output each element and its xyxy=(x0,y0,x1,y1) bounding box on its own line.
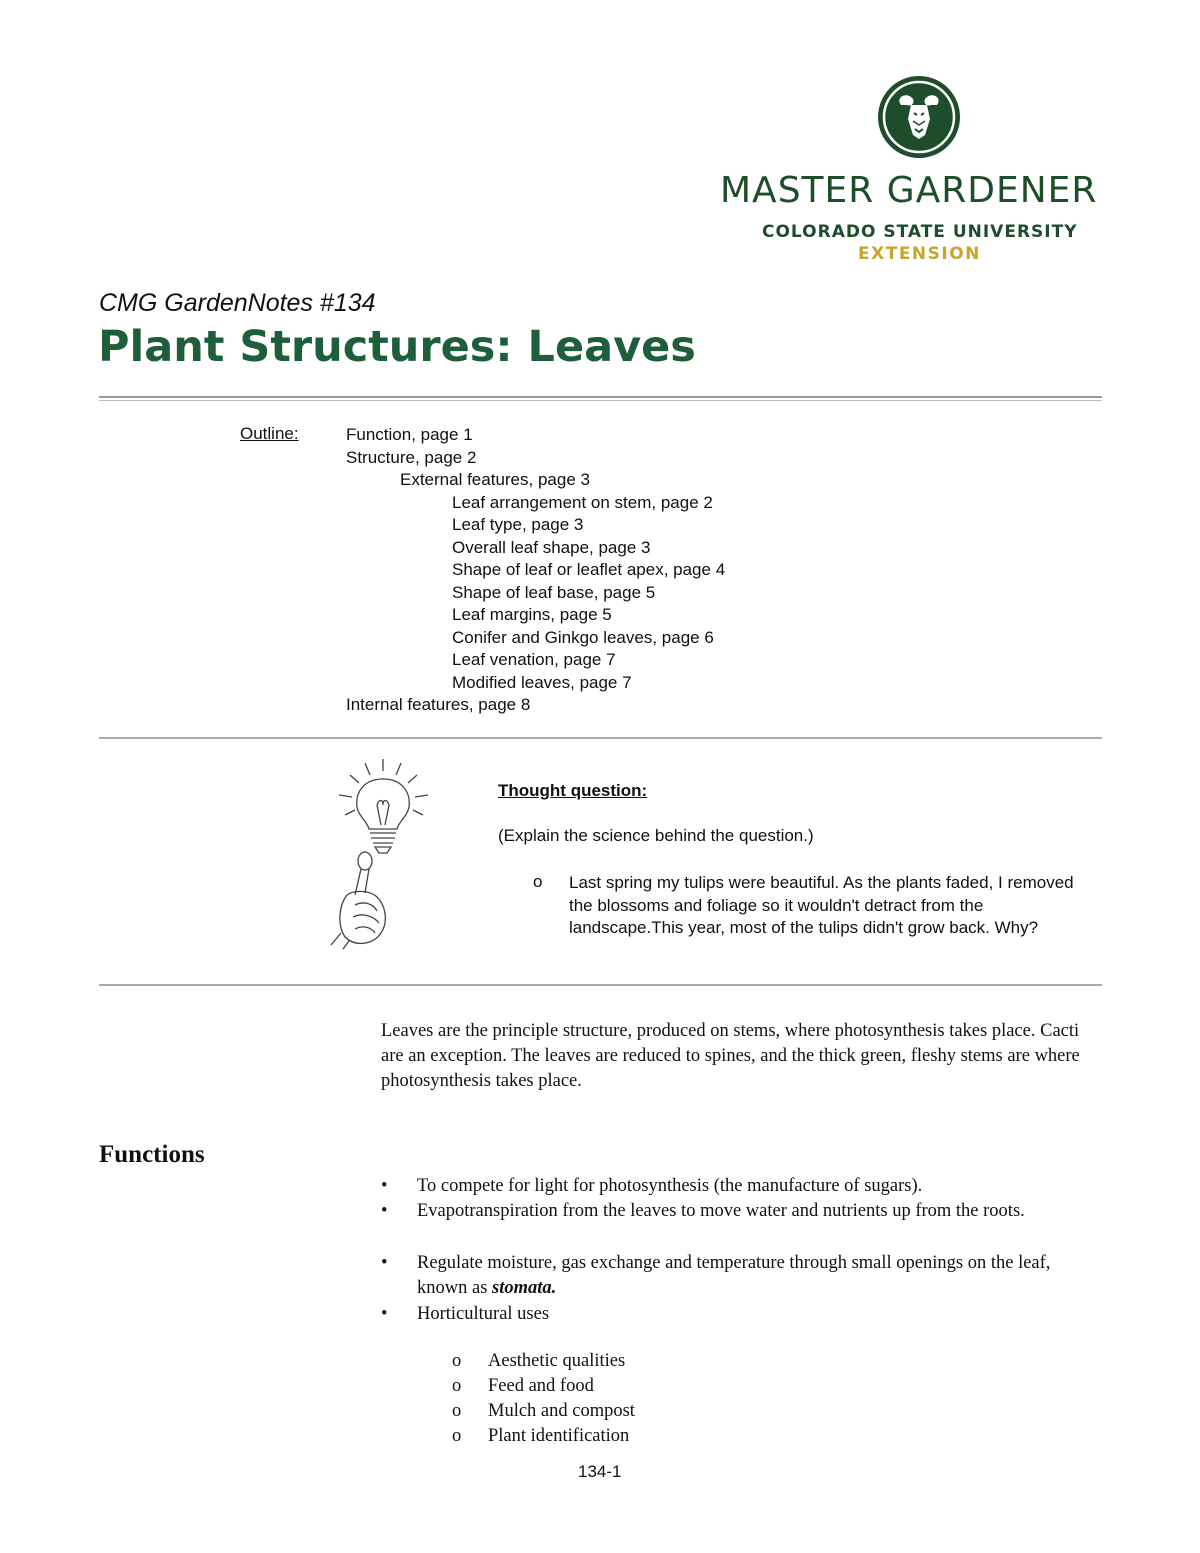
page-title: Plant Structures: Leaves xyxy=(98,322,696,372)
bullet-glyph: • xyxy=(381,1253,388,1273)
sub-list-item-text: Feed and food xyxy=(488,1376,594,1396)
thought-question-note: (Explain the science behind the question.) xyxy=(498,826,814,845)
outline-item: Leaf arrangement on stem, page 2 xyxy=(452,492,713,512)
page-number: 134-1 xyxy=(578,1462,622,1481)
function-item xyxy=(381,1199,1101,1224)
outline-item: Internal features, page 8 xyxy=(346,695,531,714)
function-item xyxy=(381,1302,1101,1327)
brand-university: COLORADO STATE UNIVERSITY xyxy=(762,222,1078,242)
sub-bullet-glyph: o xyxy=(452,1376,462,1396)
outline-item: Function, page 1 xyxy=(346,425,473,444)
brand-extension: EXTENSION xyxy=(858,244,981,264)
outline-item: Leaf type, page 3 xyxy=(452,515,584,534)
functions-heading: Functions xyxy=(99,1141,205,1168)
outline-item: Shape of leaf base, page 5 xyxy=(452,582,656,602)
outline-item: Overall leaf shape, page 3 xyxy=(452,537,651,557)
brand-title: MASTER GARDENER xyxy=(720,170,1098,211)
sub-bullet-glyph: o xyxy=(452,1401,462,1421)
sub-bullet-glyph: o xyxy=(452,1426,462,1446)
series-label: CMG GardenNotes #134 xyxy=(99,289,376,317)
sub-list-item-text: Plant identification xyxy=(488,1426,630,1446)
function-item-text xyxy=(417,1251,1101,1301)
csu-ram-logo xyxy=(877,75,961,159)
function-item-text-part: Regulate moisture, gas exchange and temperature through small openings on the leaf, known as xyxy=(417,1253,1051,1298)
outline-label: Outline: xyxy=(240,424,299,443)
outline-item: Leaf margins, page 5 xyxy=(452,605,612,624)
outline-item: Leaf venation, page 7 xyxy=(452,650,616,669)
lightbulb-idea-icon xyxy=(325,755,435,950)
outline-item: Shape of leaf or leaflet apex, page 4 xyxy=(452,560,726,579)
intro-paragraph: Leaves are the principle structure, produced on stems, where photosynthesis takes place. Cacti are an exception. The leaves are reduced to spines, and the thick green, fleshy stems are where photosynthesis takes place. xyxy=(381,1021,1080,1091)
thought-question-bullet: o xyxy=(533,872,543,891)
outline-item: Conifer and Ginkgo leaves, page 6 xyxy=(452,627,714,647)
title-divider xyxy=(99,396,1102,401)
sub-bullet-glyph: o xyxy=(452,1351,462,1371)
function-item-text: To compete for light for photosynthesis (the manufacture of sugars). xyxy=(417,1176,923,1196)
outline-divider xyxy=(99,737,1102,739)
bullet-glyph: • xyxy=(381,1176,388,1196)
function-item-text: Horticultural uses xyxy=(417,1304,550,1324)
thought-question-text: Last spring my tulips were beautiful. As the plants faded, I removed the blossoms and foliage so it wouldn't detract from the landscape.This year, most of the tulips didn't grow back. Why? xyxy=(569,873,1074,937)
outline-item: Modified leaves, page 7 xyxy=(452,672,632,692)
sub-list-item-text: Mulch and compost xyxy=(488,1401,635,1421)
stomata-term: stomata. xyxy=(492,1278,557,1298)
bullet-glyph: • xyxy=(381,1304,388,1324)
function-item xyxy=(381,1251,1101,1301)
function-item-text: Evapotranspiration from the leaves to move water and nutrients up from the roots. xyxy=(417,1201,1025,1221)
function-item xyxy=(381,1174,1101,1199)
outline-item: Structure, page 2 xyxy=(346,447,477,467)
outline-item: External features, page 3 xyxy=(400,470,590,489)
sub-list-item-text: Aesthetic qualities xyxy=(488,1351,626,1371)
question-divider xyxy=(99,984,1102,986)
bullet-glyph: • xyxy=(381,1201,388,1221)
thought-question-title: Thought question: xyxy=(498,781,648,800)
